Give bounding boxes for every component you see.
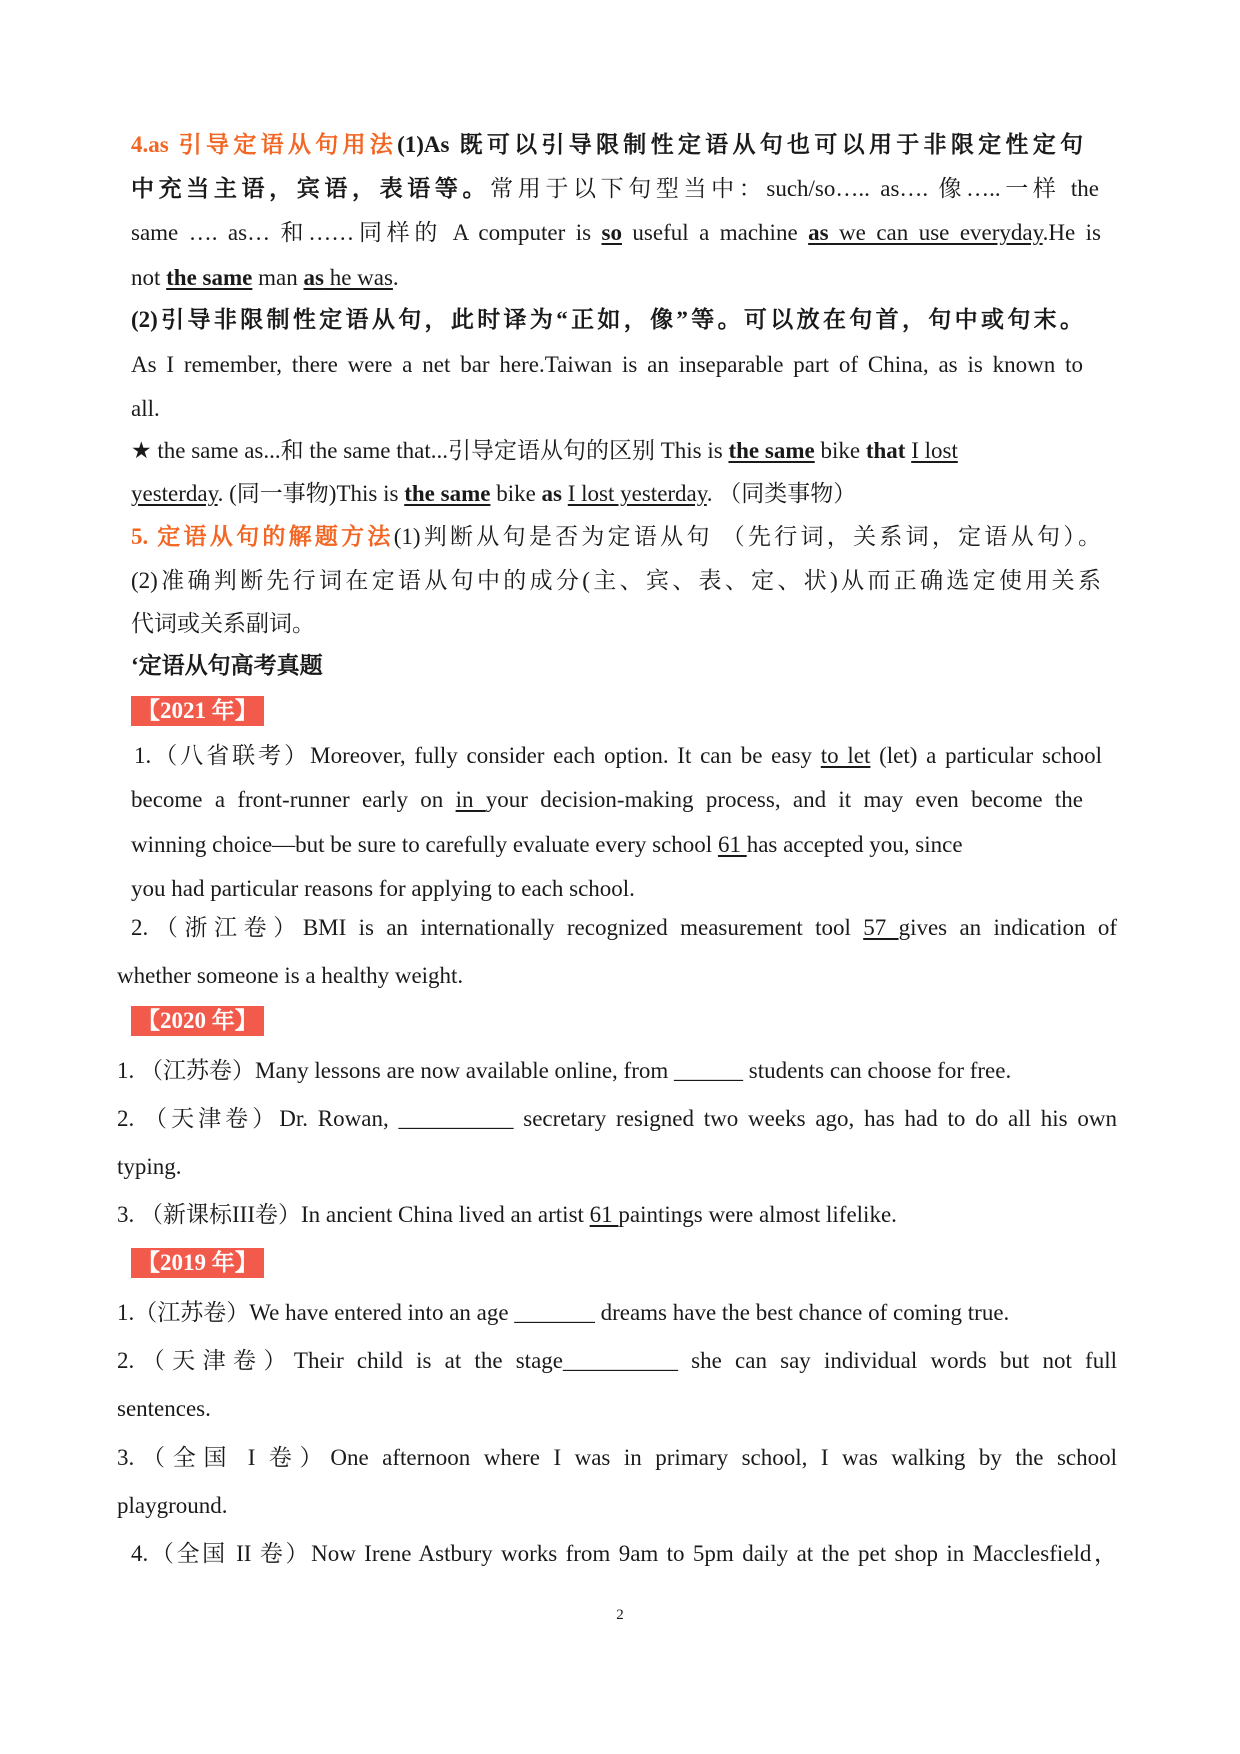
section4-line4: not the same man as he was. <box>131 265 399 290</box>
q2020-3: 3. （新课标III卷）In ancient China lived an artist 61 paintings were almost lifelike. <box>117 1202 897 1227</box>
keyword-the-same: the same <box>166 265 253 290</box>
answer-blank: 61 <box>717 832 747 857</box>
q2020-1: 1. （江苏卷）Many lessons are now available online, from ______ students can choose for free. <box>117 1058 1012 1083</box>
answer-blank: 57 <box>863 915 899 940</box>
q2021-2-line2: whether someone is a healthy weight. <box>117 963 464 988</box>
section4-line5: (2)引导非限制性定语从句，此时译为“正如，像”等。可以放在句首，句中或句末。 <box>131 307 1083 332</box>
example-clause: I lost yesterday <box>567 481 707 506</box>
section4-line7: all. <box>131 396 160 421</box>
q2021-1-line4: you had particular reasons for applying to each school. <box>131 876 635 901</box>
answer-blank: in <box>455 787 486 812</box>
section4-line2: 中充当主语，宾语，表语等。常用于以下句型当中：such/so….. as…. 像…..一样 the <box>131 176 1099 201</box>
q2020-2-line2: typing. <box>117 1154 182 1179</box>
answer-blank: 61 <box>589 1202 619 1227</box>
section5-heading: 5. 定语从句的解题方法 <box>131 524 394 549</box>
keyword-as: as <box>808 220 829 245</box>
section4-line6: As I remember, there were a net bar here.Taiwan is an inseparable part of China, as is known to <box>131 352 1083 377</box>
keyword-as: as <box>541 481 562 506</box>
q2019-4: 4.（全国 II 卷）Now Irene Astbury works from 9am to 5pm daily at the pet shop in Macclesfield， <box>131 1541 1117 1566</box>
answer-blank: to let <box>820 743 871 768</box>
year-tag-2021: 【2021 年】 <box>131 696 264 726</box>
q2021-1-line2: become a front-runner early on in your decision-making process, and it may even become the <box>131 787 1083 812</box>
section4-heading: 4.as 引导定语从句用法 <box>131 132 398 157</box>
section4-line8: ★ the same as...和 the same that...引导定语从句的区别 This is the same bike that I lost <box>131 438 958 463</box>
keyword-the-same: the same <box>728 438 815 463</box>
example-clause: we can use everyday <box>828 220 1043 245</box>
section4-line9: yesterday. (同一事物)This is the same bike as I lost yesterday. （同类事物） <box>131 481 857 506</box>
keyword-so: so <box>601 220 622 245</box>
q2020-2-line1: 2. （天津卷）Dr. Rowan, __________ secretary resigned two weeks ago, has had to do all his own <box>117 1106 1117 1131</box>
exam-title: ‘定语从句高考真题 <box>131 653 323 678</box>
page-number: 2 <box>616 1607 624 1623</box>
section4-line1: 4.as 引导定语从句用法(1)As 既可以引导限制性定语从句也可以用于非限定性定句 <box>131 132 1083 157</box>
q2021-1-line1: 1.（八省联考）Moreover, fully consider each option. It can be easy to let (let) a particular school <box>134 743 1102 768</box>
section5-line1: 5. 定语从句的解题方法(1)判断从句是否为定语从句 （先行词，关系词，定语从句）。 <box>131 524 1101 549</box>
section5-line2: (2)准确判断先行词在定语从句中的成分(主、宾、表、定、状)从而正确选定使用关系 <box>131 568 1101 593</box>
q2021-1-line3: winning choice—but be sure to carefully evaluate every school 61 has accepted you, since <box>131 832 963 857</box>
section5-line3: 代词或关系副词。 <box>131 611 315 636</box>
year-tag-2020: 【2020 年】 <box>131 1006 264 1036</box>
example-clause: he was <box>323 265 393 290</box>
keyword-that: that <box>865 438 906 463</box>
section4-line3: same …. as… 和……同样的 A computer is so useful a machine as we can use everyday.He is <box>131 220 1101 245</box>
q2019-1: 1.（江苏卷）We have entered into an age _______ dreams have the best chance of coming true. <box>117 1300 1010 1325</box>
q2021-2-line1: 2.（浙江卷）BMI is an internationally recognized measurement tool 57 gives an indication of <box>131 915 1118 940</box>
q2019-2-line1: 2.（天津卷）Their child is at the stage__________ she can say individual words but not full <box>117 1348 1117 1373</box>
keyword-as: as <box>303 265 324 290</box>
example-clause: I lost <box>911 438 958 463</box>
q2019-2-line2: sentences. <box>117 1396 211 1421</box>
q2019-3-line2: playground. <box>117 1493 228 1518</box>
year-tag-2019: 【2019 年】 <box>131 1248 264 1278</box>
example-clause: yesterday <box>131 481 218 506</box>
keyword-the-same: the same <box>404 481 491 506</box>
q2019-3-line1: 3.（全国 I 卷）One afternoon where I was in primary school, I was walking by the school <box>117 1445 1117 1470</box>
